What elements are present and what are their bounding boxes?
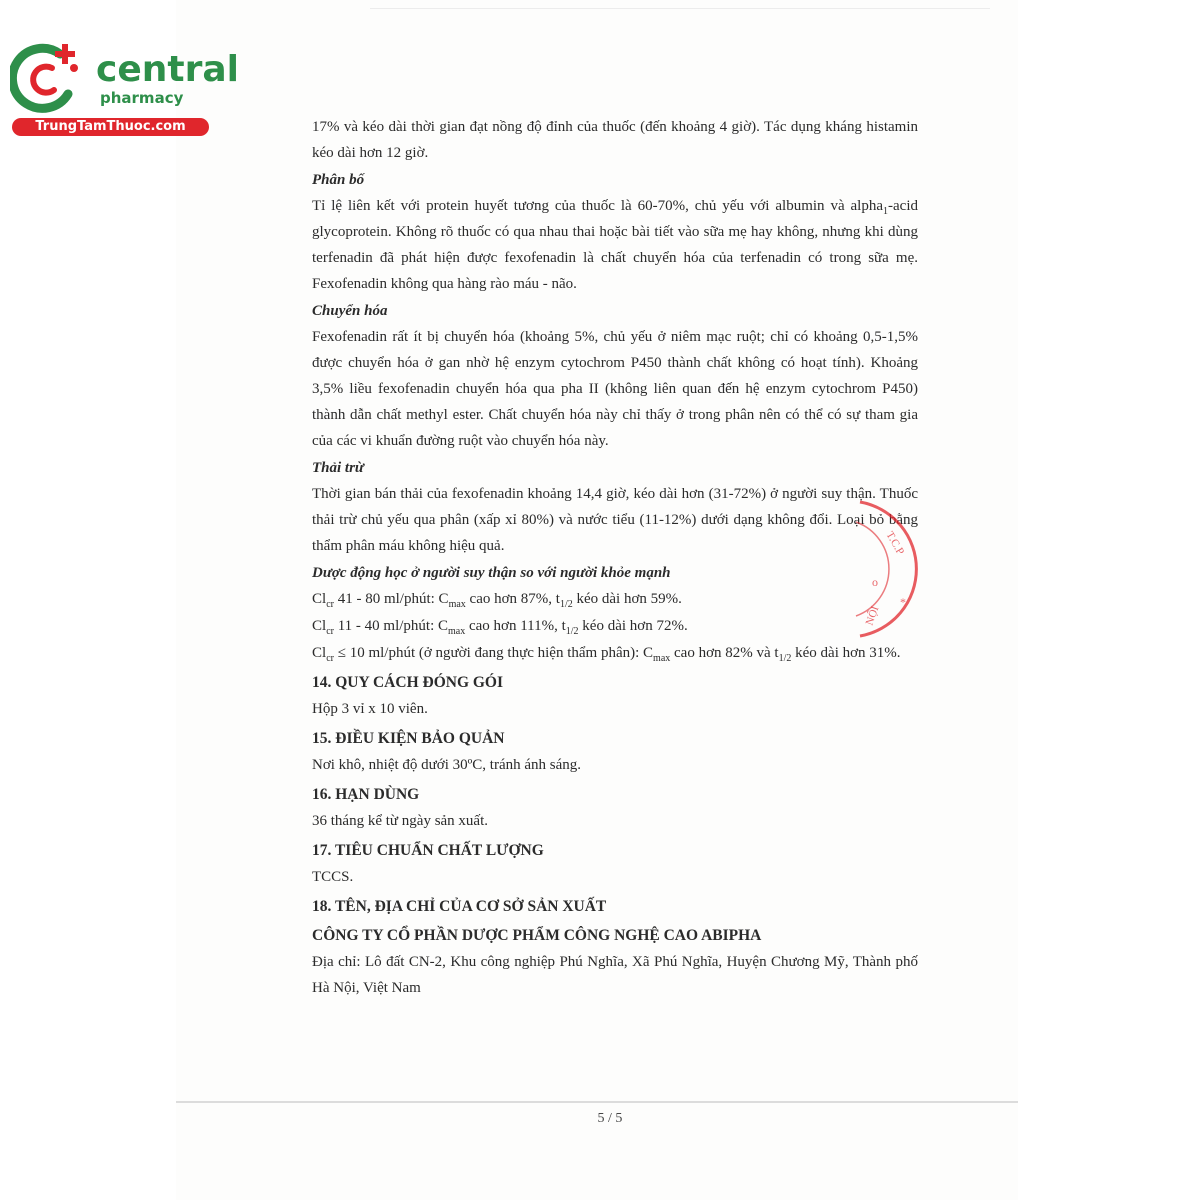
heading-renal-pharmacokinetics: Dược động học ở người suy thận so với người khỏe mạnh bbox=[312, 565, 671, 581]
manufacturer-address: Địa chỉ: Lô đất CN-2, Khu công nghiệp Phú Nghĩa, Xã Phú Nghĩa, Huyện Chương Mỹ, Thành phố Hà Nội, Việt Nam bbox=[312, 954, 918, 996]
section-15-heading: 15. ĐIỀU KIỆN BẢO QUẢN bbox=[312, 730, 505, 747]
page-footer-line bbox=[176, 1101, 1018, 1103]
document-body bbox=[312, 114, 918, 1001]
paragraph-metabolism: Fexofenadin rất ít bị chuyển hóa (khoảng 5%, chủ yếu ở niêm mạc ruột; chỉ có khoảng 0,5-1,5% được chuyển hóa ở gan nhờ hệ enzym cytochrom P450 thành chất không có hoạt tính). Khoảng 3,5% liều fexofenadin chuyển hóa qua pha II (không liên quan đến hệ enzym cytochrom P450) thành dẫn chất methyl ester. Chất chuyển hóa này chỉ thấy ở trong phân nên có thể có sự tham gia của các vi khuẩn đường ruột vào chuyển hóa này. bbox=[312, 329, 918, 449]
section-15-text: Nơi khô, nhiệt độ dưới 30ºC, tránh ánh sáng. bbox=[312, 757, 582, 773]
central-pharmacy-logo bbox=[10, 38, 239, 138]
company-seal-stamp bbox=[850, 494, 930, 644]
page-number: 5 / 5 bbox=[597, 1111, 623, 1126]
section-17-heading: 17. TIÊU CHUẨN CHẤT LƯỢNG bbox=[312, 842, 544, 859]
section-17-text: TCCS. bbox=[312, 869, 354, 885]
heading-thai-tru: Thải trừ bbox=[312, 460, 364, 476]
paragraph-distribution: Tỉ lệ liên kết với protein huyết tương của thuốc là 60-70%, chủ yếu với albumin và alpha$_1$-acid glycoprotein. Không rõ thuốc có qua nhau thai hoặc bài tiết vào sữa mẹ hay không, nhưng khi dùng terfenadin đã phát hiện được fexofenadin là chất chuyển hóa của terfenadin có trong sữa mẹ. Fexofenadin không qua hàng rào máu - não. bbox=[312, 198, 918, 292]
clearance-row: $Cl_{cr}$ 41 - 80 ml/phút: $C_{max}$ cao hơn 87%, $t_{1/2}$ kéo dài hơn 59%. bbox=[312, 591, 682, 610]
section-16-text: 36 tháng kể từ ngày sản xuất. bbox=[312, 813, 489, 829]
brand-subtitle: pharmacy bbox=[100, 89, 184, 107]
heading-chuyen-hoa: Chuyển hóa bbox=[312, 303, 388, 319]
brand-name: central bbox=[96, 49, 239, 90]
top-edge-line bbox=[370, 8, 990, 9]
svg-text:T.C.P: T.C.P bbox=[883, 529, 907, 558]
paragraph-elimination: Thời gian bán thải của fexofenadin khoảng 14,4 giờ, kéo dài hơn (31-72%) ở người suy thận. Thuốc thải trừ chủ yếu qua phân (xấp xỉ 80%) và nước tiểu (11-12%) dưới dạng không đổi. Loại bỏ bằng thẩm phân máu không hiệu quả. bbox=[312, 486, 918, 554]
clearance-row: $Cl_{cr} \le 10$ ml/phút (ở người đang thực hiện thẩm phân): $C_{max}$ cao hơn 82% và $t_{1/2}$ kéo dài hơn 31%. bbox=[312, 645, 901, 664]
brand-url-badge[interactable]: TrungTamThuoc.com bbox=[12, 118, 209, 136]
svg-text:o: o bbox=[872, 575, 878, 589]
svg-text:*: * bbox=[900, 595, 906, 609]
section-16-heading: 16. HẠN DÙNG bbox=[312, 786, 420, 803]
section-14-heading: 14. QUY CÁCH ĐÓNG GÓI bbox=[312, 674, 504, 691]
section-18-heading: 18. TÊN, ĐỊA CHỈ CỦA CƠ SỞ SẢN XUẤT bbox=[312, 898, 607, 915]
svg-text:NỘI: NỘI bbox=[863, 604, 882, 628]
pharmacy-cross-icon bbox=[10, 38, 96, 118]
clearance-row: $Cl_{cr}$ 11 - 40 ml/phút: $C_{max}$ cao hơn 111%, $t_{1/2}$ kéo dài hơn 72%. bbox=[312, 618, 688, 637]
heading-phan-bo: Phân bố bbox=[312, 172, 365, 188]
manufacturer-name: CÔNG TY CỔ PHẦN DƯỢC PHẨM CÔNG NGHỆ CAO ABIPHA bbox=[312, 927, 762, 944]
section-14-text: Hộp 3 vỉ x 10 viên. bbox=[312, 701, 428, 717]
paragraph-absorption-end: 17% và kéo dài thời gian đạt nồng độ đỉnh của thuốc (đến khoảng 4 giờ). Tác dụng kháng histamin kéo dài hơn 12 giờ. bbox=[312, 119, 918, 161]
